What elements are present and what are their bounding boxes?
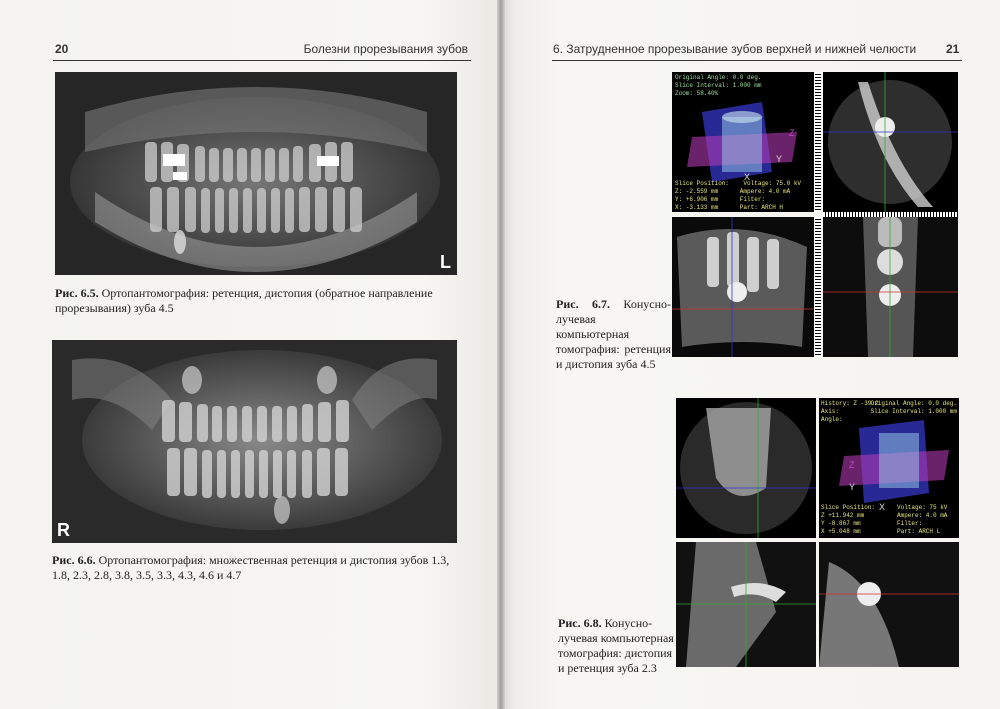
caption-text: Конусно-лучевая компьютерная томография: ретенция и дистопия зуба 4.5 <box>556 297 671 371</box>
figure-6-5-caption <box>55 286 470 316</box>
figure-6-7-3d-panel <box>672 72 814 212</box>
figure-6-5-xray <box>55 72 457 275</box>
figure-6-8-sagittal-panel <box>676 542 816 667</box>
overlay-top-right: Original Angle: 0.0 deg. Slice Interval: 1.000 mm <box>870 400 957 415</box>
book-gutter <box>497 0 505 709</box>
figure-6-8-caption <box>558 616 674 676</box>
caption-label: Рис. 6.5. <box>55 286 99 300</box>
figure-6-7-sagittal-panel <box>672 217 814 357</box>
overlay-bottom-right: Voltage: 75 kV Ampere: 4.0 mA Filter: Part: ARCH L <box>897 504 948 535</box>
overlay-bottom-left: Slice Position: Z +11.942 mm Y -8.867 mm X +5.048 mm <box>821 504 876 535</box>
figure-6-8-coronal-panel <box>819 542 959 667</box>
caption-text: Ортопантомография: ретенция, дистопия (обратное направление прорезывания) зуба 4.5 <box>55 286 433 315</box>
figure-6-7-coronal-panel <box>823 217 958 357</box>
overlay-top-text: Original Angle: 0.0 deg. Slice Interval: 1.000 mm Zoom: 58.40% <box>675 74 762 97</box>
figure-6-6-xray <box>52 340 457 543</box>
axis-label-y: Y <box>776 154 783 164</box>
figure-6-8-3d-panel <box>819 398 959 538</box>
axis-label-x-2: X <box>879 502 886 512</box>
ruler-vertical <box>815 72 821 212</box>
axis-label-y-2: Y <box>849 482 856 492</box>
figure-6-7-caption <box>556 297 671 372</box>
figure-6-5-marker: L <box>440 252 451 272</box>
figure-6-6-marker: R <box>57 520 70 540</box>
page-number-right: 21 <box>946 42 960 56</box>
caption-label: Рис. 6.6. <box>52 553 96 567</box>
figure-6-7-axial-panel <box>823 72 958 212</box>
right-page <box>500 0 1000 709</box>
figure-6-8-axial-panel <box>676 398 816 538</box>
running-head-left: Болезни прорезывания зубов <box>303 42 468 56</box>
caption-label: Рис. 6.8. <box>558 616 602 630</box>
overlay-top-left: History: Z -39.2 Axis: Angle: <box>821 400 879 423</box>
caption-label: Рис. 6.7. <box>556 297 610 311</box>
header-rule-right <box>552 60 962 61</box>
axis-label-z-2: Z <box>849 460 855 470</box>
overlay-bottom-text: Slice Position: Voltage: 75.0 kV Z: -2.559 mm Ampere: 4.0 mA Y: +6.906 mm Filter: X: -3.133 mm Part: ARCH H <box>675 180 802 211</box>
ruler-vertical-2 <box>815 217 821 357</box>
caption-text: Ортопантомография: множественная ретенция и дистопия зубов 1.3, 1.8, 2.3, 2.8, 3.8, 3.5, 3.3, 4.3, 4.6 и 4.7 <box>52 553 450 582</box>
page-number-left: 20 <box>55 42 69 56</box>
figure-6-6-caption <box>52 553 467 583</box>
axis-label-x: X <box>744 172 751 182</box>
axis-label-z: Z <box>789 128 795 138</box>
header-rule-left <box>53 60 471 61</box>
caption-text: Конусно-лучевая компьютерная томография: дистопия и ретенция зуба 2.3 <box>558 616 674 675</box>
running-head-right: 6. Затрудненное прорезывание зубов верхней и нижней челюсти <box>553 42 917 56</box>
